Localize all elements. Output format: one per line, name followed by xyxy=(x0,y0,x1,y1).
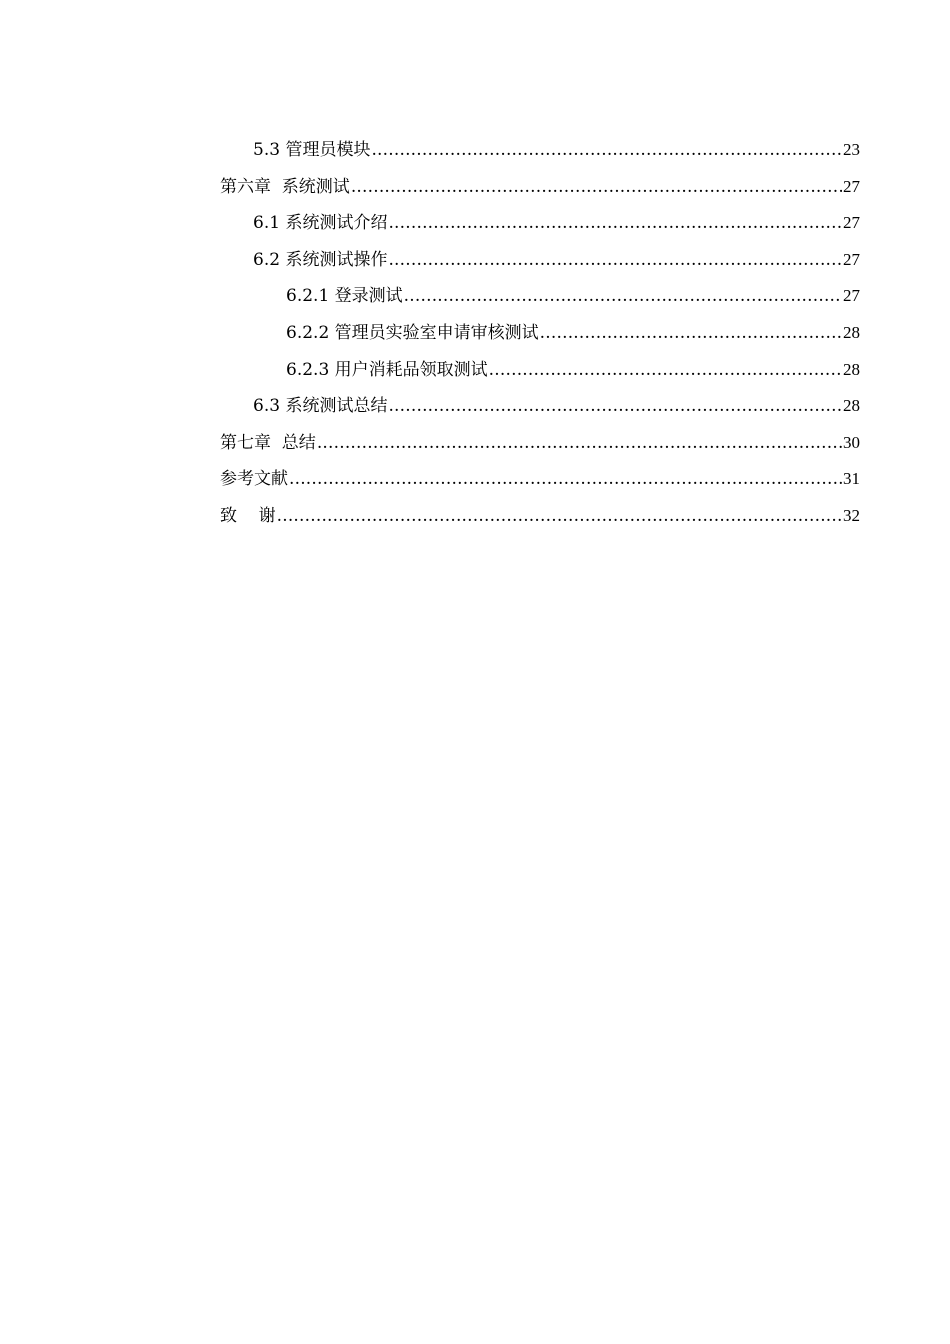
toc-dot-leader xyxy=(277,498,842,535)
toc-entry-page: 28 xyxy=(843,396,860,416)
toc-dot-leader xyxy=(351,169,842,206)
toc-entry-page: 27 xyxy=(843,249,860,269)
toc-entry[interactable] xyxy=(220,205,860,242)
toc-dot-leader xyxy=(489,352,842,389)
toc-entry[interactable] xyxy=(220,498,860,535)
toc-entry-page: 28 xyxy=(843,322,860,342)
toc-dot-leader xyxy=(388,388,842,425)
toc-entry-label: 参考文献 xyxy=(220,469,288,490)
toc-dot-leader xyxy=(404,278,842,315)
toc-entry[interactable] xyxy=(220,242,860,279)
toc-entry-label: 第七章 总结 xyxy=(220,432,316,453)
table-of-contents xyxy=(220,132,860,535)
toc-entry-label: 第六章 系统测试 xyxy=(220,176,350,197)
toc-entry-label: 6.2.2 管理员实验室申请审核测试 xyxy=(286,322,539,343)
toc-entry-label: 6.2.1 登录测试 xyxy=(286,286,403,307)
toc-entry-label: 5.3 管理员模块 xyxy=(253,140,371,160)
toc-entry[interactable] xyxy=(220,461,860,498)
toc-entry[interactable] xyxy=(220,388,860,425)
toc-dot-leader xyxy=(388,205,842,242)
toc-dot-leader xyxy=(371,132,842,169)
toc-entry-label: 6.2 系统测试操作 xyxy=(253,249,388,270)
toc-entry-page: 28 xyxy=(843,359,860,379)
toc-entry-page: 27 xyxy=(843,176,860,196)
toc-entry[interactable] xyxy=(220,315,860,352)
toc-dot-leader xyxy=(540,315,842,352)
toc-dot-leader xyxy=(388,242,842,279)
toc-entry-label: 6.1 系统测试介绍 xyxy=(253,213,388,234)
toc-entry[interactable] xyxy=(220,425,860,462)
toc-entry-page: 27 xyxy=(843,213,860,233)
toc-dot-leader xyxy=(317,425,842,462)
toc-entry-label: 致 谢 xyxy=(220,505,276,526)
toc-entry-page: 27 xyxy=(843,286,860,306)
toc-entry[interactable] xyxy=(220,132,860,169)
toc-entry-page: 32 xyxy=(843,505,860,525)
toc-entry-page: 30 xyxy=(843,432,860,452)
toc-entry[interactable] xyxy=(220,352,860,389)
toc-entry[interactable] xyxy=(220,169,860,206)
toc-dot-leader xyxy=(289,461,842,498)
toc-entry-label: 6.2.3 用户消耗品领取测试 xyxy=(286,359,488,380)
toc-entry-label: 6.3 系统测试总结 xyxy=(253,396,388,417)
toc-entry[interactable] xyxy=(220,278,860,315)
toc-entry-page: 23 xyxy=(843,140,860,159)
toc-entry-page: 31 xyxy=(843,469,860,489)
